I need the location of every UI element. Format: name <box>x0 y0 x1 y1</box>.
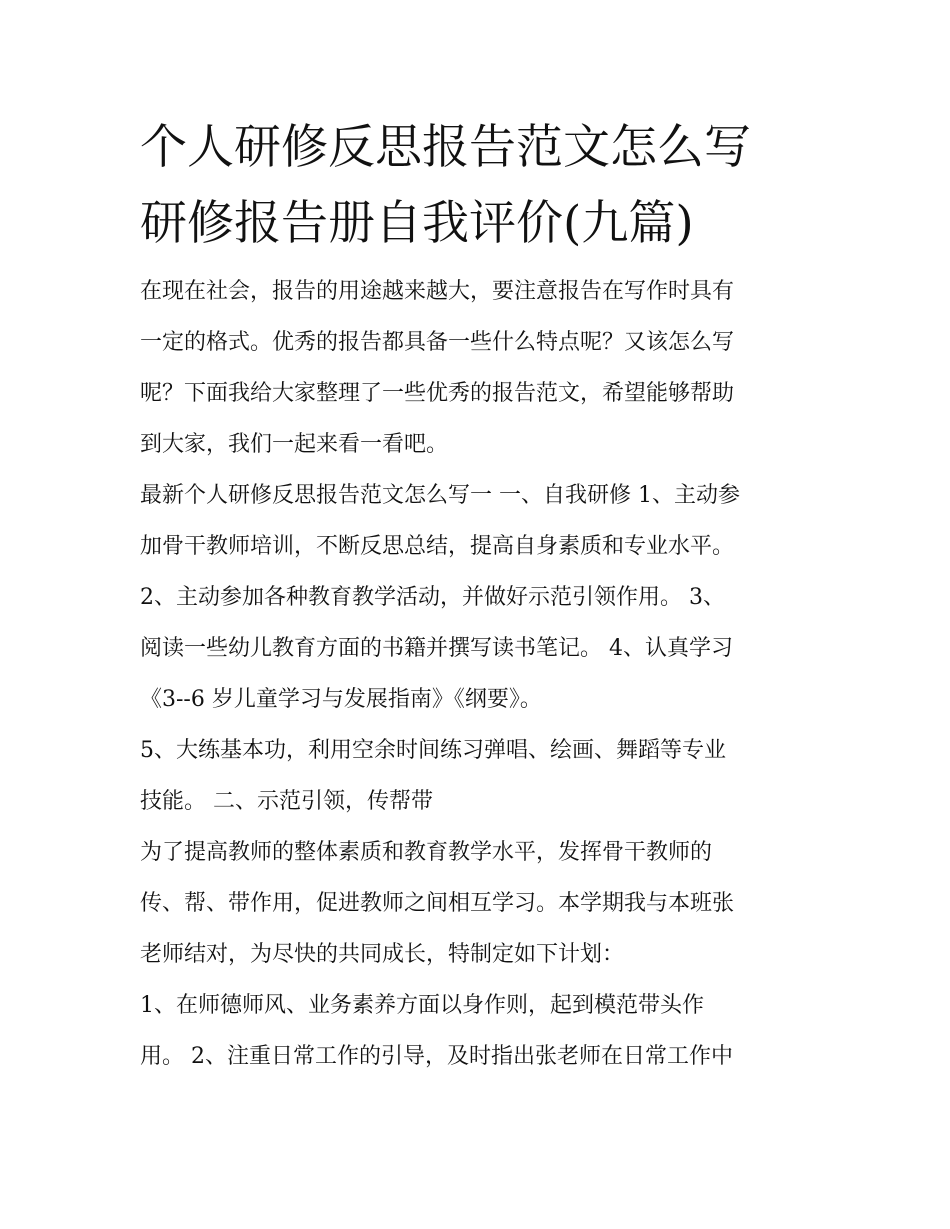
text-line: 用。 2、注重日常工作的引导，及时指出张老师在日常工作中 <box>140 1044 733 1069</box>
text-line: 传、帮、带作用，促进教师之间相互学习。本学期我与本班张 <box>140 891 735 916</box>
text-line: 老师结对，为尽快的共同成长，特制定如下计划： <box>140 942 625 967</box>
paragraph-intro <box>140 266 820 470</box>
paragraph-basic-skills <box>140 725 820 827</box>
text-line: 为了提高教师的整体素质和教育教学水平，发挥骨干教师的 <box>140 840 713 865</box>
text-line: 呢？下面我给大家整理了一些优秀的报告范文，希望能够帮助 <box>140 381 735 406</box>
text-line: 一定的格式。优秀的报告都具备一些什么特点呢？又该怎么写 <box>140 330 735 355</box>
paragraph-mentoring <box>140 827 820 980</box>
text-line: 最新个人研修反思报告范文怎么写一 一、自我研修 1、主动参 <box>140 483 740 508</box>
paragraph-plan <box>140 980 820 1082</box>
document-page <box>140 110 820 1082</box>
text-line: 到大家，我们一起来看一看吧。 <box>140 432 449 457</box>
text-line: 1、在师德师风、业务素养方面以身作则，起到模范带头作 <box>140 993 704 1018</box>
paragraph-self-study <box>140 470 820 725</box>
document-title <box>140 110 820 262</box>
text-line: 2、主动参加各种教育教学活动，并做好示范引领作用。 3、 <box>140 585 725 610</box>
title-line: 个人研修反思报告范文怎么写 <box>140 120 751 175</box>
text-line: 技能。 二、示范引领，传帮带 <box>140 789 433 814</box>
text-line: 加骨干教师培训，不断反思总结，提高自身素质和专业水平。 <box>140 534 735 559</box>
title-line: 研修报告册自我评价(九篇) <box>140 196 694 251</box>
text-line: 在现在社会，报告的用途越来越大，要注意报告在写作时具有 <box>140 279 735 304</box>
text-line: 5、大练基本功，利用空余时间练习弹唱、绘画、舞蹈等专业 <box>140 738 726 763</box>
text-line: 阅读一些幼儿教育方面的书籍并撰写读书笔记。 4、认真学习 <box>140 636 733 661</box>
text-line: 《3--6 岁儿童学习与发展指南》《纲要》。 <box>140 687 542 712</box>
